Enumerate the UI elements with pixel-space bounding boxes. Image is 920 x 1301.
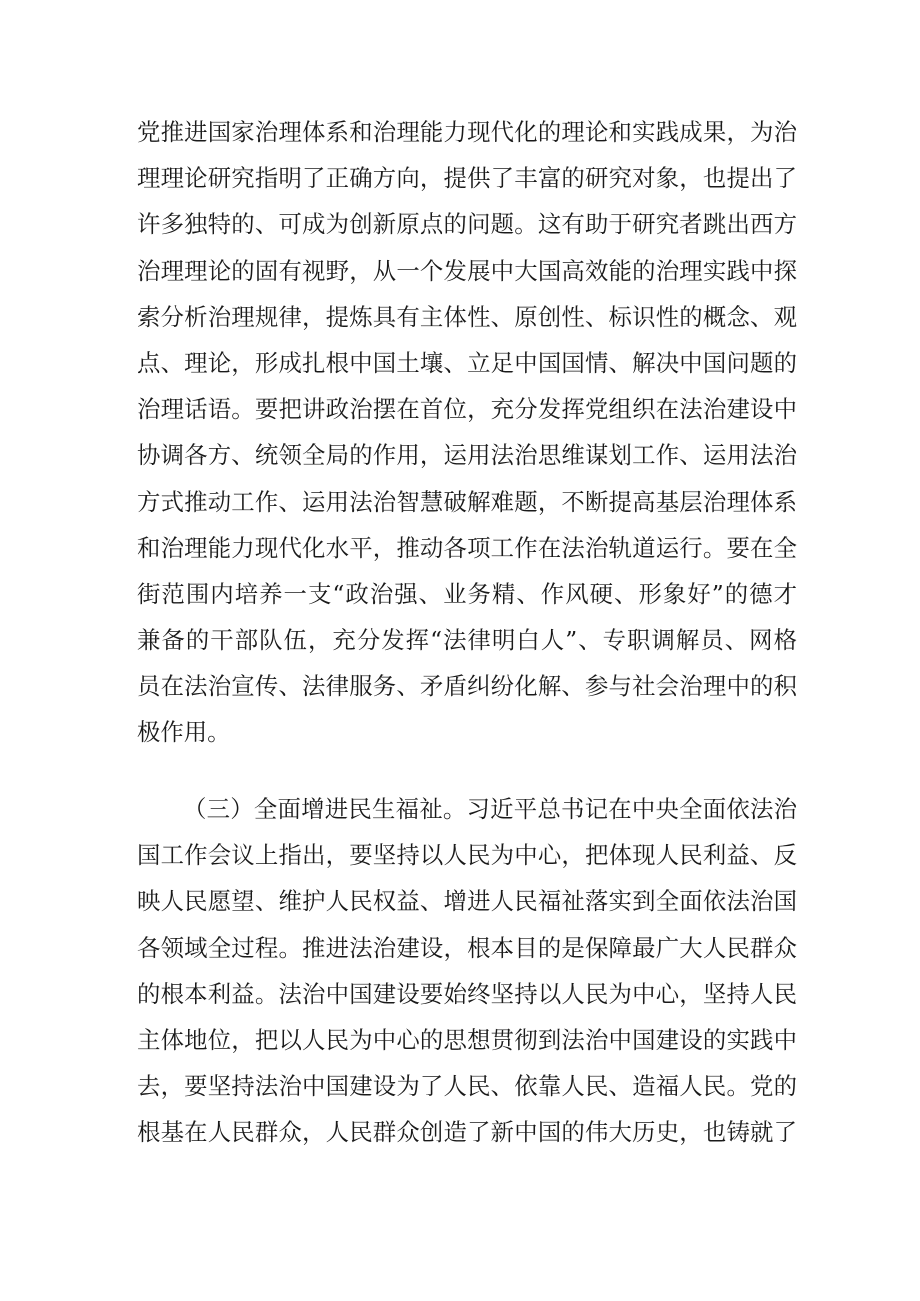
text-line: 各领域全过程。推进法治建设，根本目的是保障最广大人民群众 <box>137 933 797 962</box>
text-line: 去，要坚持法治中国建设为了人民、依靠人民、造福人民。党的 <box>137 1072 797 1101</box>
text-line: 理理论研究指明了正确方向，提供了丰富的研究对象，也提出了 <box>137 164 797 193</box>
text-line: 治理理论的固有视野，从一个发展中大国高效能的治理实践中探 <box>137 256 797 285</box>
text-line: 国工作会议上指出，要坚持以人民为中心，把体现人民利益、反 <box>137 841 797 870</box>
text-line: 和治理能力现代化水平，推动各项工作在法治轨道运行。要在全 <box>137 533 797 562</box>
text-line: 方式推动工作、运用法治智慧破解难题，不断提高基层治理体系 <box>137 487 797 516</box>
text-line: 主体地位，把以人民为中心的思想贯彻到法治中国建设的实践中 <box>137 1025 797 1054</box>
text-line: 许多独特的、可成为创新原点的问题。这有助于研究者跳出西方 <box>137 210 797 239</box>
text-line: 治理话语。要把讲政治摆在首位，充分发挥党组织在法治建设中 <box>137 395 797 424</box>
text-line: 点、理论，形成扎根中国土壤、立足中国国情、解决中国问题的 <box>137 348 797 377</box>
text-line: （三）全面增进民生福祉。习近平总书记在中央全面依法治 <box>183 795 797 823</box>
text-line: 的根本利益。法治中国建设要始终坚持以人民为中心，坚持人民 <box>137 979 797 1008</box>
text-line: 极作用。 <box>137 718 231 747</box>
text-line: 员在法治宣传、法律服务、矛盾纠纷化解、参与社会治理中的积 <box>137 672 797 701</box>
text-line: 协调各方、统领全局的作用，运用法治思维谋划工作、运用法治 <box>137 441 797 470</box>
paragraph-1 <box>137 109 797 756</box>
paragraph-2 <box>137 786 797 1156</box>
text-line: 党推进国家治理体系和治理能力现代化的理论和实践成果，为治 <box>137 118 797 146</box>
text-line: 街范围内培养一支“政治强、业务精、作风硬、形象好”的德才 <box>137 579 797 608</box>
text-line: 兼备的干部队伍，充分发挥“法律明白人”、专职调解员、网格 <box>137 626 797 655</box>
text-line: 根基在人民群众，人民群众创造了新中国的伟大历史，也铸就了 <box>137 1118 797 1147</box>
text-line: 索分析治理规律，提炼具有主体性、原创性、标识性的概念、观 <box>137 302 797 331</box>
text-line: 映人民愿望、维护人民权益、增进人民福祉落实到全面依法治国 <box>137 887 797 916</box>
